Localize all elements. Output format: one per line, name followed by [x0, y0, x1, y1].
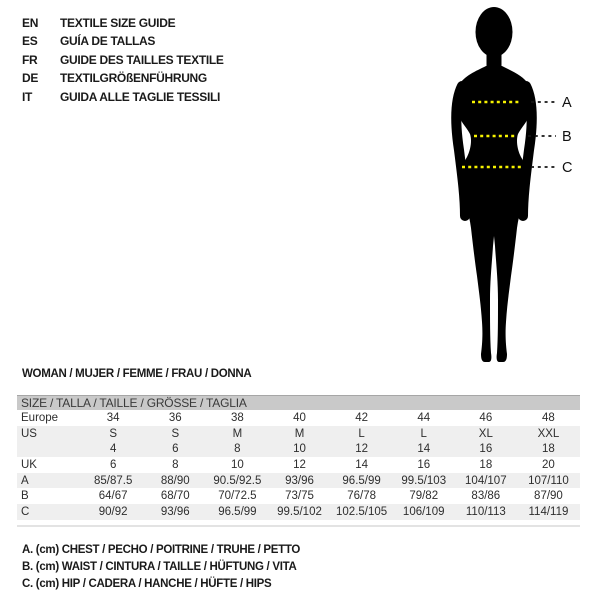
cell: 36	[168, 411, 182, 424]
cell: 102.5/105	[331, 504, 393, 520]
cell: 46	[479, 411, 493, 424]
cell: 12	[331, 441, 393, 457]
cell: 68/70	[160, 490, 190, 503]
language-title-list	[22, 14, 224, 106]
language-code: EN	[22, 16, 39, 30]
guide-title-en: TEXTILE SIZE GUIDE	[60, 16, 176, 30]
cell: S	[82, 426, 144, 442]
table-row-us-letters	[17, 426, 580, 442]
legend-waist: B. (cm) WAIST / CINTURA / TAILLE / HÜFTUNG / VITA	[22, 560, 297, 573]
cell: 16	[455, 441, 517, 457]
language-row-it	[22, 88, 224, 106]
language-code: FR	[22, 52, 38, 67]
cell: 8	[172, 458, 179, 471]
cell: 104/107	[455, 473, 517, 489]
table-row-waist-b	[17, 488, 580, 504]
marker-label-a: A	[562, 95, 572, 111]
row-label: B	[21, 490, 29, 503]
cell: 14	[355, 458, 368, 471]
cell: 14	[393, 441, 455, 457]
cell: XXL	[517, 426, 580, 442]
size-table	[17, 395, 580, 520]
cell: 42	[355, 411, 368, 424]
language-row-en	[22, 14, 224, 32]
cell: L	[393, 426, 455, 442]
cell: 90/92	[82, 504, 144, 520]
legend-chest: A. (cm) CHEST / PECHO / POITRINE / TRUHE / PETTO	[22, 544, 301, 556]
cell: 76/78	[347, 490, 376, 503]
cell: 6	[109, 458, 117, 471]
language-code: IT	[22, 89, 33, 104]
cell: 16	[417, 458, 431, 471]
guide-title-fr: GUIDE DES TAILLES TEXTILE	[60, 52, 224, 67]
cell: 73/75	[285, 490, 314, 503]
cell: 87/90	[534, 490, 563, 503]
cell: 99.5/102	[268, 504, 330, 520]
cell: 38	[230, 411, 244, 424]
cell: M	[268, 426, 330, 442]
table-row-us-numbers	[17, 441, 580, 457]
cell: 88/90	[144, 473, 206, 489]
row-label: Europe	[21, 411, 59, 424]
cell: 40	[293, 411, 306, 424]
cell: 10	[268, 441, 330, 457]
cell: 96.5/99	[206, 504, 268, 520]
table-row-chest-a	[17, 473, 580, 489]
cell: M	[206, 426, 268, 442]
cell: 6	[144, 441, 206, 457]
measurement-legend	[22, 542, 300, 592]
cell: 106/109	[393, 504, 455, 520]
legend-hip: C. (cm) HIP / CADERA / HANCHE / HÜFTE / HIPS	[22, 577, 272, 590]
cell: 70/72.5	[218, 490, 257, 503]
section-title-woman: WOMAN / MUJER / FEMME / FRAU / DONNA	[22, 368, 252, 380]
table-header-row	[17, 396, 580, 411]
cell: 18	[479, 458, 493, 471]
cell: 110/113	[455, 504, 517, 520]
cell: 114/119	[517, 504, 580, 520]
cell: 85/87.5	[82, 473, 144, 489]
cell: L	[331, 426, 393, 442]
table-bottom-divider	[17, 525, 580, 527]
cell: 18	[517, 441, 580, 457]
cell: 79/82	[409, 490, 439, 503]
cell: 10	[230, 458, 244, 471]
table-row-hip-c	[17, 504, 580, 520]
guide-title-de: TEXTILGRÖßENFÜHRUNG	[60, 71, 207, 86]
cell: S	[144, 426, 206, 442]
marker-label-b: B	[562, 129, 572, 145]
cell: 83/86	[471, 490, 501, 503]
cell: 96.5/99	[331, 473, 393, 489]
cell: 48	[542, 411, 555, 424]
cell: 107/110	[517, 473, 580, 489]
cell: 12	[293, 458, 306, 471]
row-label: UK	[21, 458, 37, 471]
marker-label-c: C	[562, 160, 573, 176]
cell: 8	[206, 441, 268, 457]
guide-title-es: GUÍA DE TALLAS	[60, 34, 156, 49]
measurement-figure	[430, 0, 590, 370]
cell: 4	[82, 441, 144, 457]
language-row-es	[22, 32, 224, 50]
row-label: C	[17, 504, 82, 520]
cell: 20	[542, 458, 555, 471]
woman-silhouette-icon	[455, 7, 533, 362]
cell: 93/96	[144, 504, 206, 520]
cell: 93/96	[268, 473, 330, 489]
language-code: ES	[22, 34, 38, 49]
cell: 44	[417, 411, 431, 424]
table-row-europe	[17, 410, 580, 426]
language-row-de	[22, 69, 224, 87]
cell: 99.5/103	[393, 473, 455, 489]
language-row-fr	[22, 51, 224, 69]
cell: XL	[455, 426, 517, 442]
row-label: US	[17, 426, 82, 442]
row-label	[17, 441, 82, 457]
table-row-uk	[17, 457, 580, 473]
guide-title-it: GUIDA ALLE TAGLIE TESSILI	[60, 89, 221, 104]
language-code: DE	[22, 71, 39, 86]
cell: 64/67	[98, 490, 128, 503]
cell: 90.5/92.5	[206, 473, 268, 489]
cell: 34	[106, 411, 120, 424]
row-label: A	[17, 473, 82, 489]
table-header: SIZE / TALLA / TAILLE / GRÖSSE / TAGLIA	[17, 396, 580, 411]
